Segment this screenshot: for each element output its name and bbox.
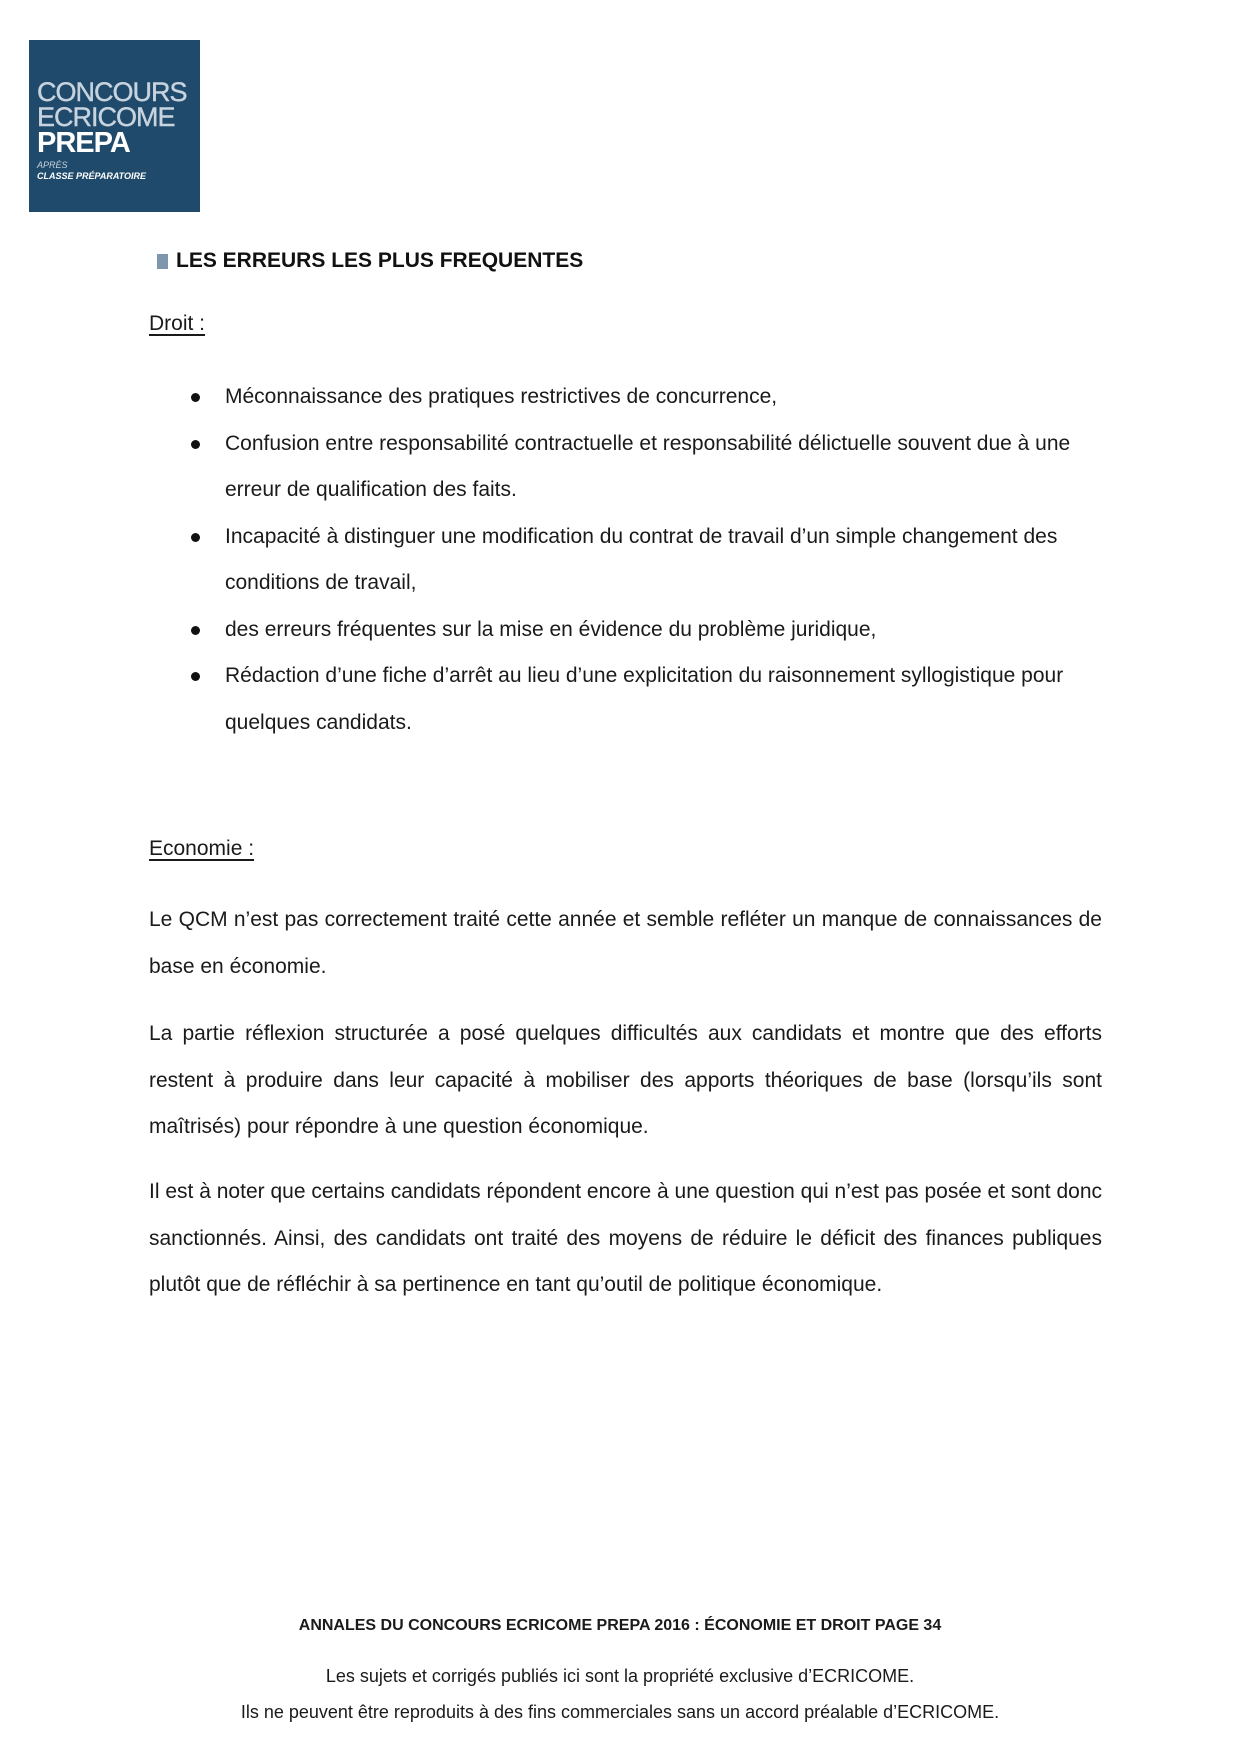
list-item-text: Rédaction d’une fiche d’arrêt au lieu d’une explicitation du raisonnement syllogistique pour quelques candidats. [225, 664, 1064, 734]
list-item [149, 653, 1102, 746]
section-heading [157, 249, 583, 273]
footer-reproduction-note: Ils ne peuvent être reproduits à des fins commerciales sans un accord préalable d’ECRICOME. [240, 1702, 1000, 1722]
square-bullet-icon [157, 254, 168, 269]
economie-paragraph-qcm: Le QCM n’est pas correctement traité cette année et semble refléter un manque de connaissances de base en économie. [149, 908, 1102, 978]
bullet-icon [191, 393, 200, 402]
logo-text-ecricome: ECRICOME [37, 102, 175, 132]
logo-text-classe-preparatoire: CLASSE PRÉPARATOIRE [37, 171, 147, 181]
logo-text-apres: APRÈS [37, 160, 68, 170]
list-item-text: Méconnaissance des pratiques restrictives de concurrence, [225, 385, 778, 408]
economie-paragraph-hors-sujet: Il est à noter que certains candidats répondent encore à une question qui n’est pas posée et sont donc sanctionnés. Ainsi, des candidats ont traité des moyens de réduire le déficit des finances publiques plutôt que de réfléchir à sa pertinence en tant qu’outil de politique économique. [149, 1180, 1102, 1296]
footer-title: ANNALES DU CONCOURS ECRICOME PREPA 2016 : ÉCONOMIE ET DROIT PAGE 34 [298, 1617, 942, 1634]
droit-heading: Droit : [149, 312, 206, 335]
list-item [149, 607, 1102, 654]
list-item-text: Confusion entre responsabilité contractuelle et responsabilité délictuelle souvent due à une erreur de qualification des faits. [225, 431, 1071, 501]
bullet-icon [191, 440, 200, 449]
droit-error-list [149, 374, 1102, 746]
list-item [149, 421, 1102, 514]
economie-paragraph-reflexion: La partie réflexion structurée a posé quelques difficultés aux candidats et montre que des efforts restent à produire dans leur capacité à mobiliser des apports théoriques de base (lorsqu’ils sont maîtrisés) pour répondre à une question économique. [149, 1022, 1102, 1138]
bullet-icon [191, 672, 200, 681]
logo-text-prepa: PREPA [37, 127, 130, 159]
list-item [149, 374, 1102, 421]
bullet-icon [191, 626, 200, 635]
list-item [149, 514, 1102, 607]
ecricome-logo [29, 40, 200, 212]
list-item-text: Incapacité à distinguer une modification du contrat de travail d’un simple changement des conditions de travail, [225, 524, 1058, 594]
bullet-icon [191, 533, 200, 542]
list-item-text: des erreurs fréquentes sur la mise en évidence du problème juridique, [225, 617, 877, 641]
section-heading-text: LES ERREURS LES PLUS FREQUENTES [176, 249, 584, 272]
logo-text-concours: CONCOURS [37, 77, 187, 107]
economie-heading: Economie : [149, 837, 255, 860]
footer-copyright-note: Les sujets et corrigés publiés ici sont la propriété exclusive d’ECRICOME. [325, 1666, 915, 1686]
